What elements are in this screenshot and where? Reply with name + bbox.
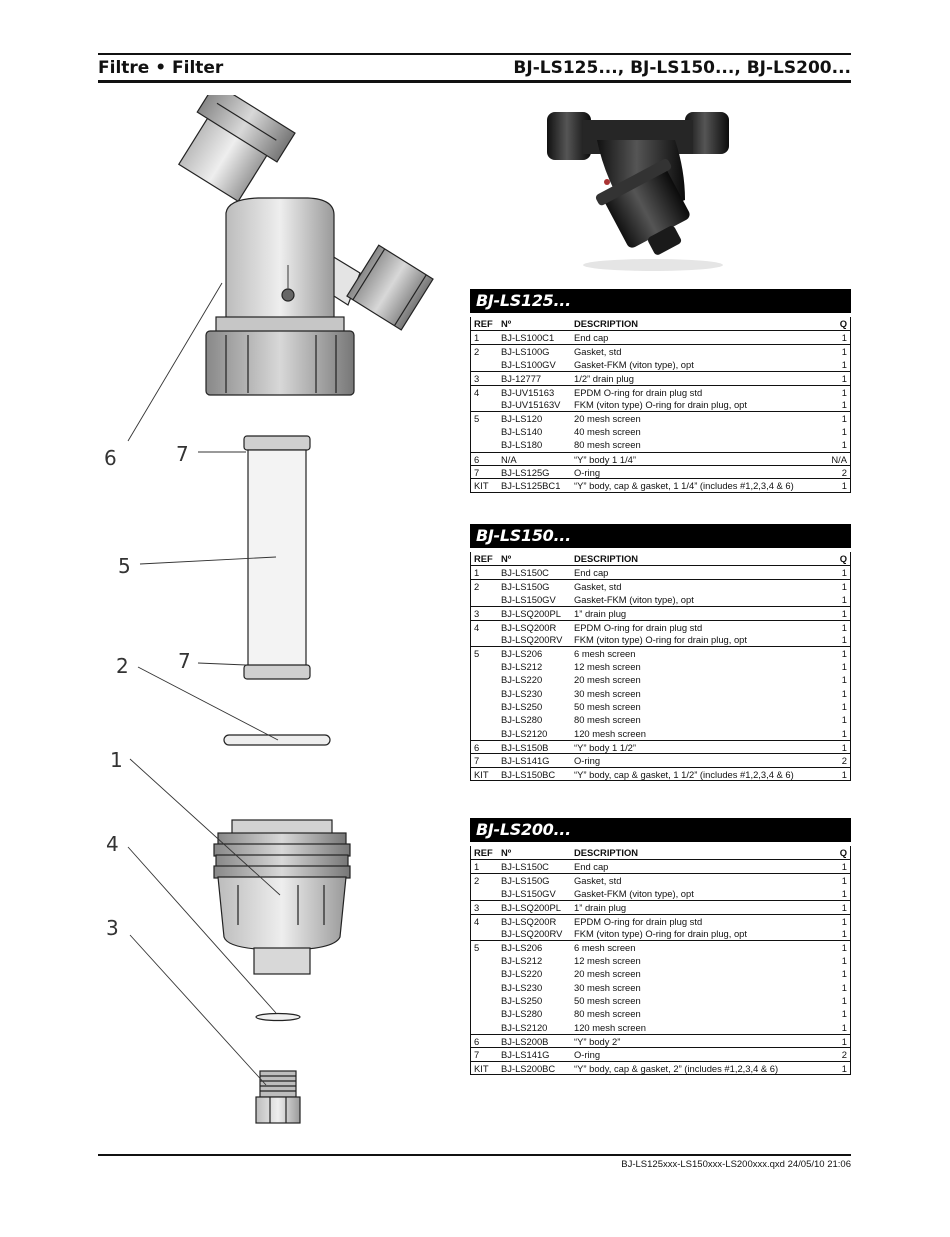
cell-quantity: 1 <box>841 660 847 672</box>
cell-part-number: BJ-UV15163V <box>501 398 561 410</box>
cell-description: FKM (viton type) O-ring for drain plug, opt <box>574 633 747 645</box>
cell-quantity: 1 <box>841 742 847 754</box>
header-bottom-rule <box>98 80 851 83</box>
cell-quantity: 1 <box>841 480 847 492</box>
cell-description: 30 mesh screen <box>574 981 641 993</box>
cell-description: EPDM O-ring for drain plug std <box>574 621 703 633</box>
cell-ref: 1 <box>474 861 480 872</box>
callout-3: 3 <box>106 916 119 940</box>
cell-quantity: 1 <box>841 994 847 1006</box>
cell-part-number: BJ-LS212 <box>501 660 543 672</box>
cell-ref: 7 <box>474 755 480 767</box>
col-no: Nº <box>501 553 512 564</box>
table-row <box>471 1047 850 1060</box>
cell-quantity: 1 <box>841 714 847 726</box>
col-description: DESCRIPTION <box>574 553 639 564</box>
cell-quantity: 1 <box>841 902 847 914</box>
cell-quantity: 1 <box>841 332 847 343</box>
cell-quantity: 1 <box>841 621 847 633</box>
cell-description: 120 mesh screen <box>574 727 646 739</box>
cell-part-number: BJ-LS180 <box>501 439 543 451</box>
cell-part-number: BJ-LS150C <box>501 861 549 872</box>
cell-part-number: BJ-LS250 <box>501 994 543 1006</box>
cell-quantity: N/A <box>831 453 847 465</box>
table-row <box>471 1034 850 1047</box>
drain-o-ring-part <box>256 1014 300 1021</box>
footer-rule <box>98 1154 851 1156</box>
cell-quantity: 1 <box>841 1062 847 1074</box>
cell-ref <box>471 927 501 940</box>
spec-table-ls150 <box>470 524 851 781</box>
spec-table-title: BJ-LS150... <box>470 524 851 548</box>
cell-quantity: 1 <box>841 648 847 660</box>
cell-ref: 6 <box>474 1036 480 1048</box>
cell-part-number: BJ-LS125G <box>501 466 550 478</box>
cell-part-number: BJ-LS150G <box>501 875 550 887</box>
cell-quantity: 1 <box>841 1036 847 1048</box>
cell-part-number: BJ-LSQ200PL <box>501 608 561 620</box>
cell-part-number: BJ-LS100C1 <box>501 332 555 343</box>
page-model-title: BJ-LS125..., BJ-LS150..., BJ-LS200... <box>513 58 851 78</box>
cell-ref: 3 <box>474 902 480 914</box>
gasket-part <box>224 735 330 745</box>
spec-table-ls200 <box>470 818 851 1075</box>
table-row <box>471 478 850 491</box>
cell-ref: 5 <box>474 942 480 954</box>
table-header <box>471 317 850 331</box>
cell-description: “Y” body 1 1/4” <box>574 453 637 465</box>
cell-description: FKM (viton type) O-ring for drain plug, opt <box>574 927 747 939</box>
cell-description: 1/2” drain plug <box>574 373 634 385</box>
table-row <box>471 873 850 886</box>
cell-part-number: BJ-LS150C <box>501 567 549 578</box>
cell-ref <box>471 660 501 673</box>
cell-part-number: BJ-LSQ200PL <box>501 902 561 914</box>
spec-table-ls125 <box>470 289 851 493</box>
cell-part-number: BJ-LS100G <box>501 346 550 358</box>
cell-part-number: BJ-LS140 <box>501 425 543 437</box>
cell-quantity: 1 <box>841 700 847 712</box>
col-no: Nº <box>501 847 512 858</box>
table-row <box>471 713 850 726</box>
cell-ref: 3 <box>474 373 480 385</box>
spec-table-title: BJ-LS200... <box>470 818 851 842</box>
cell-part-number: N/A <box>501 453 517 465</box>
cell-ref <box>471 398 501 411</box>
cell-description: End cap <box>574 332 609 343</box>
cell-ref: 6 <box>474 453 480 465</box>
callout-7-top: 7 <box>176 442 189 466</box>
cell-description: 6 mesh screen <box>574 942 636 954</box>
cell-ref: 3 <box>474 608 480 620</box>
cell-description: 80 mesh screen <box>574 1008 641 1020</box>
cell-description: 12 mesh screen <box>574 954 641 966</box>
cell-description: End cap <box>574 567 609 578</box>
cell-quantity: 1 <box>841 439 847 451</box>
end-cap-part <box>214 820 350 974</box>
cell-description: 20 mesh screen <box>574 413 641 425</box>
cell-part-number: BJ-LS150GV <box>501 593 556 605</box>
cell-ref <box>471 358 501 371</box>
col-description: DESCRIPTION <box>574 318 639 329</box>
exploded-parts-diagram <box>98 95 468 1135</box>
cell-description: “Y” body 1 1/2” <box>574 742 637 754</box>
cell-quantity: 1 <box>841 915 847 927</box>
cell-ref <box>471 438 501 451</box>
cell-part-number: BJ-LS150B <box>501 742 549 754</box>
cell-description: “Y” body, cap & gasket, 1 1/4” (includes #1,2,3,4 & 6) <box>574 480 794 492</box>
cell-description: 6 mesh screen <box>574 648 636 660</box>
table-row <box>471 358 850 371</box>
cell-part-number: BJ-LS2120 <box>501 727 548 739</box>
table-header <box>471 552 850 566</box>
cell-part-number: BJ-LSQ200R <box>501 915 557 927</box>
cell-quantity: 2 <box>841 466 847 478</box>
col-description: DESCRIPTION <box>574 847 639 858</box>
col-q: Q <box>839 553 847 564</box>
cell-ref <box>471 425 501 438</box>
cell-quantity: 1 <box>841 358 847 370</box>
table-row <box>471 860 850 873</box>
cell-ref: KIT <box>474 768 489 780</box>
cell-ref <box>471 687 501 700</box>
cell-description: 30 mesh screen <box>574 687 641 699</box>
cell-quantity: 1 <box>841 425 847 437</box>
cell-ref <box>471 700 501 713</box>
cell-quantity: 1 <box>841 954 847 966</box>
cell-quantity: 1 <box>841 875 847 887</box>
cell-part-number: BJ-LS280 <box>501 1008 543 1020</box>
table-row <box>471 700 850 713</box>
cell-description: 20 mesh screen <box>574 674 641 686</box>
product-photo <box>535 100 755 275</box>
cell-description: 1” drain plug <box>574 902 627 914</box>
table-row <box>471 620 850 633</box>
y-body-part <box>169 95 433 395</box>
cell-description: FKM (viton type) O-ring for drain plug, opt <box>574 398 747 410</box>
cell-description: O-ring <box>574 1049 601 1061</box>
cell-ref: 6 <box>474 742 480 754</box>
cell-part-number: BJ-LS141G <box>501 755 550 767</box>
cell-quantity: 1 <box>841 633 847 645</box>
cell-ref: 7 <box>474 1049 480 1061</box>
table-row <box>471 398 850 411</box>
cell-part-number: BJ-LS141G <box>501 1049 550 1061</box>
page-category-title: Filtre • Filter <box>98 58 224 78</box>
table-row <box>471 411 850 424</box>
cell-description: O-ring <box>574 466 601 478</box>
cell-quantity: 1 <box>841 942 847 954</box>
cell-ref: 7 <box>474 466 480 478</box>
cell-quantity: 1 <box>841 674 847 686</box>
col-q: Q <box>839 847 847 858</box>
cell-ref: 2 <box>474 346 480 358</box>
cell-quantity: 1 <box>841 386 847 398</box>
table-row <box>471 914 850 927</box>
cell-ref: 1 <box>474 567 480 578</box>
table-row <box>471 344 850 357</box>
cell-part-number: BJ-LS212 <box>501 954 543 966</box>
table-row <box>471 660 850 673</box>
cell-part-number: BJ-UV15163 <box>501 386 555 398</box>
table-row <box>471 566 850 579</box>
cell-quantity: 1 <box>841 567 847 578</box>
cell-description: 20 mesh screen <box>574 968 641 980</box>
table-row <box>471 727 850 740</box>
table-row <box>471 927 850 940</box>
cell-part-number: BJ-LS280 <box>501 714 543 726</box>
header-top-rule <box>98 53 851 55</box>
cell-description: Gasket-FKM (viton type), opt <box>574 358 694 370</box>
cell-ref: 5 <box>474 413 480 425</box>
cell-description: End cap <box>574 861 609 872</box>
cell-description: 120 mesh screen <box>574 1021 646 1033</box>
cell-ref <box>471 727 501 740</box>
cell-description: Gasket, std <box>574 346 622 358</box>
cell-ref <box>471 954 501 967</box>
cell-ref: 4 <box>474 386 480 398</box>
col-ref: REF <box>474 847 493 858</box>
cell-part-number: BJ-LS150BC <box>501 768 556 780</box>
cell-quantity: 1 <box>841 861 847 872</box>
cell-ref <box>471 887 501 900</box>
cell-part-number: BJ-LS206 <box>501 648 543 660</box>
table-row <box>471 967 850 980</box>
cell-quantity: 1 <box>841 398 847 410</box>
cell-part-number: BJ-LS220 <box>501 968 543 980</box>
cell-quantity: 1 <box>841 981 847 993</box>
cell-part-number: BJ-LS250 <box>501 700 543 712</box>
cell-quantity: 1 <box>841 346 847 358</box>
spec-table-title: BJ-LS125... <box>470 289 851 313</box>
cell-description: 1” drain plug <box>574 608 627 620</box>
table-row <box>471 438 850 451</box>
table-row <box>471 940 850 953</box>
table-row <box>471 606 850 619</box>
col-ref: REF <box>474 318 493 329</box>
cell-ref: 2 <box>474 875 480 887</box>
cell-part-number: BJ-LS2120 <box>501 1021 548 1033</box>
cell-quantity: 1 <box>841 608 847 620</box>
cell-quantity: 1 <box>841 1021 847 1033</box>
cell-part-number: BJ-LS120 <box>501 413 543 425</box>
cell-description: 80 mesh screen <box>574 439 641 451</box>
table-row <box>471 646 850 659</box>
cell-part-number: BJ-LS125BC1 <box>501 480 561 492</box>
cell-quantity: 2 <box>841 1049 847 1061</box>
cell-quantity: 1 <box>841 927 847 939</box>
cell-ref <box>471 1007 501 1020</box>
cell-part-number: BJ-LSQ200R <box>501 621 557 633</box>
table-header <box>471 846 850 860</box>
drain-plug-part <box>256 1071 300 1123</box>
col-q: Q <box>839 318 847 329</box>
col-no: Nº <box>501 318 512 329</box>
cell-description: “Y” body 2” <box>574 1036 621 1048</box>
table-row <box>471 1007 850 1020</box>
cell-part-number: BJ-LS230 <box>501 687 543 699</box>
cell-part-number: BJ-LS200BC <box>501 1062 556 1074</box>
table-row <box>471 425 850 438</box>
cell-quantity: 1 <box>841 1008 847 1020</box>
table-row <box>471 579 850 592</box>
table-row <box>471 753 850 766</box>
cell-quantity: 1 <box>841 727 847 739</box>
cell-ref <box>471 713 501 726</box>
cell-description: “Y” body, cap & gasket, 2” (includes #1,2,3,4 & 6) <box>574 1062 779 1074</box>
cell-part-number: BJ-12777 <box>501 373 542 385</box>
cell-ref: 4 <box>474 621 480 633</box>
table-row <box>471 900 850 913</box>
cell-quantity: 1 <box>841 887 847 899</box>
cell-part-number: BJ-LSQ200RV <box>501 633 563 645</box>
cell-description: 40 mesh screen <box>574 425 641 437</box>
cell-part-number: BJ-LSQ200RV <box>501 927 563 939</box>
cell-part-number: BJ-LS200B <box>501 1036 549 1048</box>
cell-part-number: BJ-LS150G <box>501 581 550 593</box>
table-row <box>471 740 850 753</box>
cell-description: 50 mesh screen <box>574 994 641 1006</box>
table-row <box>471 954 850 967</box>
cell-description: Gasket, std <box>574 875 622 887</box>
cell-ref: 4 <box>474 915 480 927</box>
cell-description: Gasket, std <box>574 581 622 593</box>
cell-quantity: 1 <box>841 373 847 385</box>
cell-quantity: 1 <box>841 968 847 980</box>
cell-part-number: BJ-LS150GV <box>501 887 556 899</box>
table-row <box>471 687 850 700</box>
table-row <box>471 385 850 398</box>
cell-ref <box>471 593 501 606</box>
cell-description: 80 mesh screen <box>574 714 641 726</box>
cell-quantity: 1 <box>841 687 847 699</box>
cell-ref: KIT <box>474 1062 489 1074</box>
cell-description: “Y” body, cap & gasket, 1 1/2” (includes #1,2,3,4 & 6) <box>574 768 794 780</box>
table-row <box>471 994 850 1007</box>
cell-ref <box>471 673 501 686</box>
cell-ref <box>471 967 501 980</box>
cell-ref <box>471 994 501 1007</box>
cell-ref: 2 <box>474 581 480 593</box>
cell-description: O-ring <box>574 755 601 767</box>
cell-ref: KIT <box>474 480 489 492</box>
table-row <box>471 465 850 478</box>
table-row <box>471 331 850 344</box>
table-row <box>471 593 850 606</box>
cell-quantity: 1 <box>841 413 847 425</box>
cell-quantity: 1 <box>841 581 847 593</box>
cell-ref <box>471 981 501 994</box>
cell-part-number: BJ-LS220 <box>501 674 543 686</box>
callout-5: 5 <box>118 554 131 578</box>
cell-quantity: 1 <box>841 768 847 780</box>
cell-part-number: BJ-LS206 <box>501 942 543 954</box>
mesh-screen-part <box>244 436 310 679</box>
table-row <box>471 1021 850 1034</box>
callout-4: 4 <box>106 832 119 856</box>
cell-description: 12 mesh screen <box>574 660 641 672</box>
col-ref: REF <box>474 553 493 564</box>
cell-quantity: 2 <box>841 755 847 767</box>
cell-quantity: 1 <box>841 593 847 605</box>
cell-ref <box>471 1021 501 1034</box>
cell-description: Gasket-FKM (viton type), opt <box>574 593 694 605</box>
table-row <box>471 633 850 646</box>
table-row <box>471 767 850 780</box>
cell-description: EPDM O-ring for drain plug std <box>574 386 703 398</box>
table-row <box>471 673 850 686</box>
table-row <box>471 1061 850 1074</box>
callout-7-bottom: 7 <box>178 649 191 673</box>
cell-ref: 5 <box>474 648 480 660</box>
cell-ref <box>471 633 501 646</box>
cell-description: Gasket-FKM (viton type), opt <box>574 887 694 899</box>
callout-6: 6 <box>104 446 117 470</box>
callout-1: 1 <box>110 748 123 772</box>
table-row <box>471 371 850 384</box>
callout-2: 2 <box>116 654 129 678</box>
cell-ref: 1 <box>474 332 480 343</box>
cell-part-number: BJ-LS230 <box>501 981 543 993</box>
table-row <box>471 887 850 900</box>
table-row <box>471 981 850 994</box>
cell-part-number: BJ-LS100GV <box>501 358 556 370</box>
cell-description: 50 mesh screen <box>574 700 641 712</box>
cell-description: EPDM O-ring for drain plug std <box>574 915 703 927</box>
footer-file-info: BJ-LS125xxx-LS150xxx-LS200xxx.qxd 24/05/10 21:06 <box>621 1159 851 1170</box>
table-row <box>471 452 850 465</box>
